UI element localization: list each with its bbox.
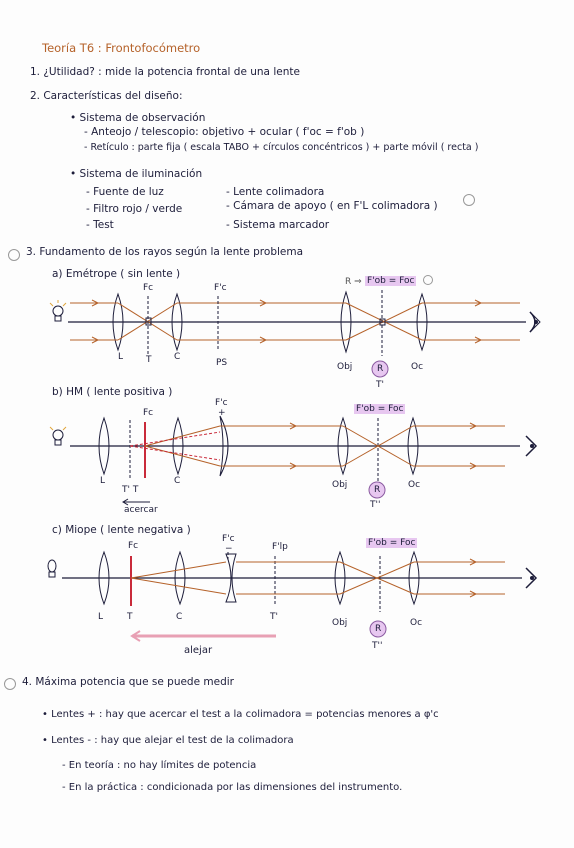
diagram-b-tpp: T'' [370,500,381,510]
light-source-icon [48,560,56,577]
diagram-a-rel: R ⇒ [345,277,362,287]
diagram-b-fpc: F'c [215,398,228,408]
diagram-a-oc: Oc [411,362,424,372]
diagram-c-tp: T' [270,612,278,622]
diagram-a-tp: T' [376,380,384,390]
diagram-myopic [48,552,536,641]
subsection-b: b) HM ( lente positiva ) [52,386,173,398]
diagram-c-oc: Oc [410,618,423,628]
diagram-c-c: C [176,612,183,622]
diagram-c-tpp: T'' [372,641,383,651]
illumination-item-a: - Fuente de luz [86,186,164,198]
section-4: 4. Máxima potencia que se puede medir [22,676,234,688]
eye-icon [526,568,536,588]
illumination-item-c: - Test [86,219,114,231]
section-1: 1. ¿Utilidad? : mide la potencia frontal de una lente [30,66,300,78]
diagram-a-r: R [377,364,384,374]
diagram-b-tpt: T' T [122,485,139,495]
diagram-c-fc: Fc [128,541,139,551]
diagram-c-flp: F'lp [272,542,288,552]
illumination-item-b: - Filtro rojo / verde [86,203,183,215]
observation-line-2: - Retículo : parte fija ( escala TABO + círculos concéntricos ) + parte móvil ( recta ) [84,142,479,153]
observation-heading: • Sistema de observación [70,112,206,124]
diagram-b-plus: + [218,408,226,418]
eye-icon [526,436,536,456]
diagram-a-fc: Fc [143,283,154,293]
diagram-b-acercar: acercar [124,505,158,515]
illumination-heading: • Sistema de iluminación [70,168,203,180]
subsection-c: c) Miope ( lente negativa ) [52,524,191,536]
diagram-a-fob: F'ob = Foc [367,276,415,286]
light-source-icon [50,300,66,321]
illumination-item-d: - Lente colimadora [226,186,325,198]
diagram-c-minus: − [225,544,233,554]
eye-icon [530,312,540,332]
observation-line-1: - Anteojo / telescopio: objetivo + ocular ( f'oc = f'ob ) [84,126,365,138]
section-3: 3. Fundamento de los rayos según la lente problema [26,246,304,258]
diagram-b-l: L [100,476,106,486]
diagram-c-fob: F'ob = Foc [368,538,416,548]
page-title: Teoría T6 : Frontofocómetro [42,41,201,55]
diagram-b-fob: F'ob = Foc [356,404,404,414]
diagram-b-c: C [174,476,181,486]
diagram-a-l: L [118,352,124,362]
diagram-b-r: R [374,485,381,495]
diagram-a-ps: PS [216,358,228,368]
diagram-a-c: C [174,352,181,362]
diagram-emmetropic [50,290,540,377]
diagram-c-obj: Obj [332,618,348,628]
circle-mark-icon [4,678,16,690]
diagram-a-t: T [146,355,152,365]
diagram-c-t: T [127,612,133,622]
diagram-a-obj: Obj [337,362,353,372]
powers-line-2: • Lentes - : hay que alejar el test de la colimadora [42,735,294,746]
light-source-icon [50,427,66,445]
illumination-item-e: - Cámara de apoyo ( en F'L colimadora ) [226,200,438,212]
subsection-a: a) Emétrope ( sin lente ) [52,268,181,280]
powers-line-3: - En teoría : no hay límites de potencia [62,760,257,771]
circle-mark-icon [423,275,433,285]
diagram-c-r: R [375,624,382,634]
powers-line-4: - En la práctica : condicionada por las dimensiones del instrumento. [62,782,403,793]
diagram-c-alejar: alejar [184,645,213,656]
illumination-item-f: - Sistema marcador [226,219,330,231]
diagram-b-oc: Oc [408,480,421,490]
diagram-c-fpc: F'c [222,534,235,544]
powers-line-1: • Lentes + : hay que acercar el test a la colimadora = potencias menores a φ'c [42,709,439,720]
diagram-c-l: L [98,612,104,622]
section-2: 2. Características del diseño: [30,90,183,102]
diagram-a-fpc: F'c [214,283,227,293]
diagram-b-obj: Obj [332,480,348,490]
diagram-b-fc: Fc [143,408,154,418]
